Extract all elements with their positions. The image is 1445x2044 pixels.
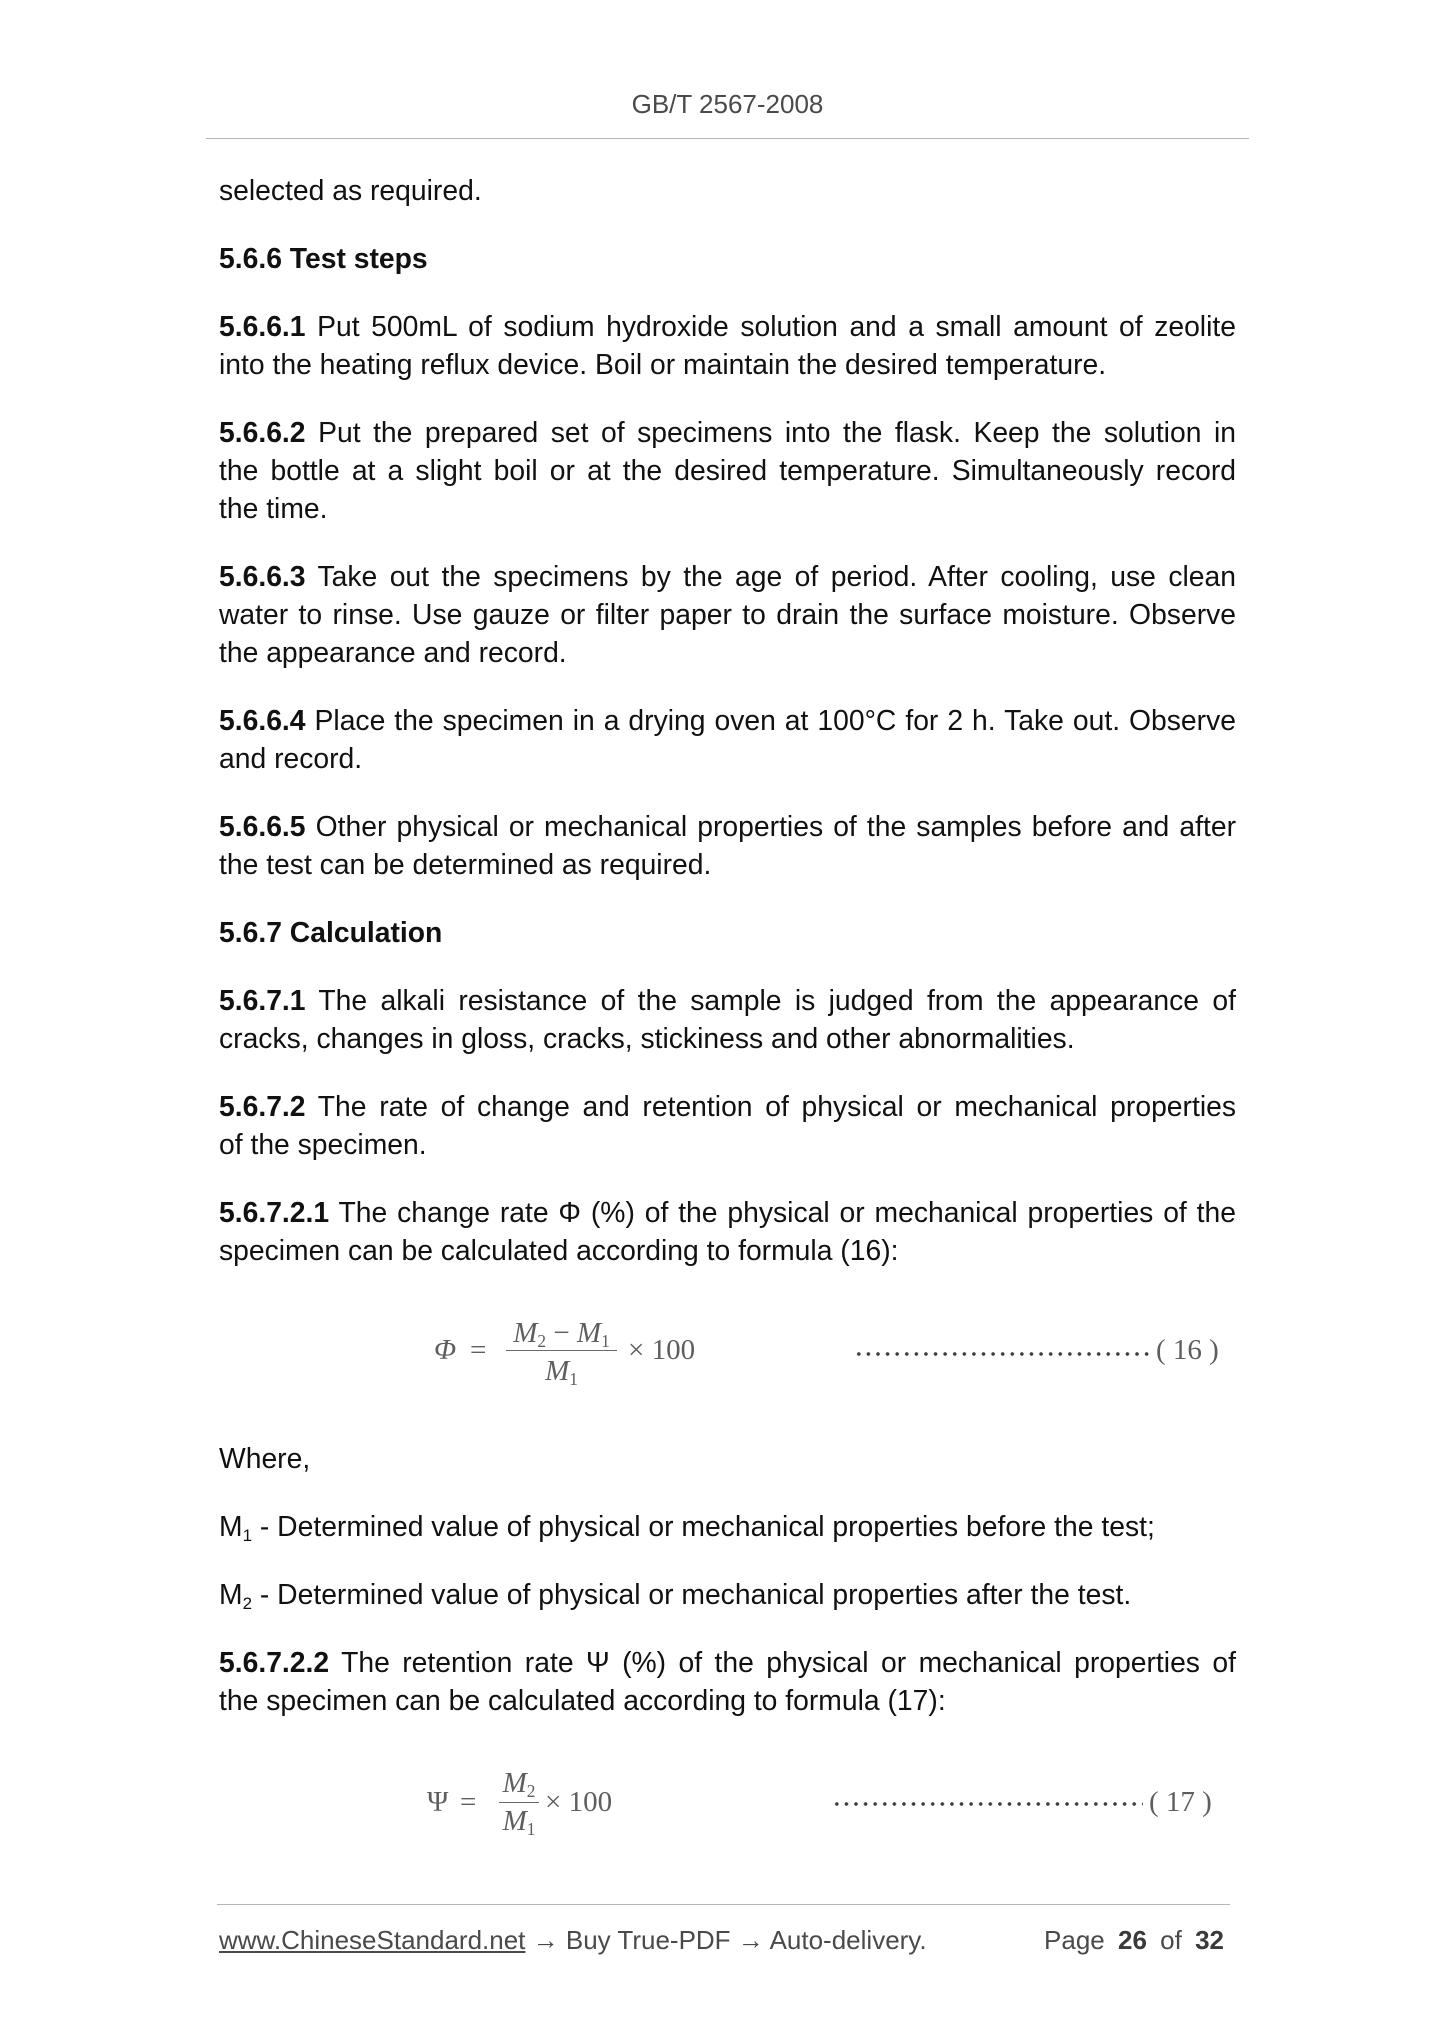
variable: M [219, 1510, 243, 1542]
line-text: Put the prepared set of specimens into the flask. Keep the solution in [318, 416, 1236, 448]
clause-number: 5.6.7.2.2 [219, 1646, 330, 1678]
formula-17 [219, 1744, 1236, 1860]
clause-5-6-6-5 [219, 807, 1236, 883]
clause-5-6-6-4 [219, 701, 1236, 777]
fraction [499, 1744, 539, 1860]
multiplier: × 100 [628, 1334, 696, 1366]
variable: M [545, 1355, 570, 1387]
m1-definition [219, 1507, 1236, 1545]
subscript: 1 [601, 1331, 610, 1352]
clause-number: 5.6.6.4 [219, 704, 306, 736]
clause-number: 5.6.6.5 [219, 810, 306, 842]
fraction-bar [506, 1350, 617, 1351]
numerator [499, 1766, 539, 1800]
paragraph-line: the appearance and record. [219, 636, 567, 668]
line-text: The rate of change and retention of physical or mechanical properties [317, 1090, 1236, 1122]
total-page-count: 32 [1195, 1925, 1224, 1955]
formula-number: ( 17 ) [1149, 1786, 1212, 1818]
standard-id-header: GB/T 2567-2008 [631, 89, 824, 119]
clause-5-6-7-2 [219, 1087, 1236, 1163]
clause-5-6-7-1 [219, 981, 1236, 1057]
paragraph-line [219, 981, 1236, 1019]
paragraph-line: the specimen can be calculated according to formula (17): [219, 1684, 946, 1716]
site-link[interactable]: www.ChineseStandard.net [219, 1925, 526, 1955]
clause-5-6-6-3 [219, 557, 1236, 671]
footer-tagline: → Buy True-PDF → Auto-delivery. [525, 1925, 927, 1955]
paragraph-line: cracks, changes in gloss, cracks, stickiness and other abnormalities. [219, 1022, 1075, 1054]
paragraph-line [219, 701, 1236, 739]
clause-5-6-7-2-2 [219, 1643, 1236, 1719]
clause-5-6-6-1 [219, 307, 1236, 383]
line-text: Place the specimen in a drying oven at 100°C for 2 h. Take out. Observe [314, 704, 1236, 736]
phi-symbol: Φ [434, 1334, 457, 1366]
paragraph-line [219, 1087, 1236, 1125]
line-text: The retention rate Ψ (%) of the physical or mechanical properties of [341, 1646, 1236, 1678]
page-label: Page [1044, 1925, 1105, 1955]
clause-number: 5.6.7.1 [219, 984, 306, 1016]
equals-sign: = [460, 1786, 477, 1818]
section-heading-calculation [219, 913, 1236, 951]
paragraph-line: of the specimen. [219, 1128, 427, 1160]
paragraph-line [219, 1193, 1236, 1231]
clause-number: 5.6.6.2 [219, 416, 306, 448]
paragraph-line: and record. [219, 742, 363, 774]
psi-symbol: Ψ [427, 1786, 449, 1818]
dot-leader [854, 1351, 1151, 1357]
line-text: The change rate Φ (%) of the physical or mechanical properties of the [338, 1196, 1236, 1228]
numerator [506, 1316, 617, 1350]
line-text: Put 500mL of sodium hydroxide solution and a small amount of zeolite [317, 310, 1236, 342]
line-text: Other physical or mechanical properties of the samples before and after [315, 810, 1236, 842]
paragraph-line: the bottle at a slight boil or at the desired temperature. Simultaneously record [219, 454, 1236, 486]
m2-definition [219, 1575, 1236, 1613]
denominator [506, 1354, 617, 1388]
where-label [219, 1439, 1236, 1477]
paragraph-line [219, 413, 1236, 451]
variable: M [502, 1767, 527, 1799]
variable: M [502, 1805, 527, 1837]
heading-text: 5.6.6 Test steps [219, 242, 428, 274]
paragraph-line: water to rinse. Use gauze or filter paper to drain the surface moisture. Observe [219, 598, 1236, 630]
clause-5-6-7-2-1 [219, 1193, 1236, 1269]
paragraph-line [219, 1575, 1236, 1613]
denominator [499, 1804, 539, 1838]
definition-text: - Determined value of physical or mechanical properties before the test; [252, 1510, 1155, 1542]
subscript: 1 [526, 1819, 536, 1840]
paragraph-line [219, 1507, 1236, 1545]
paragraph-line [219, 1643, 1236, 1681]
paragraph-line: selected as required. [219, 174, 482, 206]
clause-number: 5.6.6.1 [219, 310, 306, 342]
heading-text: 5.6.7 Calculation [219, 916, 443, 948]
definition-text: - Determined value of physical or mechanical properties after the test. [252, 1578, 1132, 1610]
clause-5-6-6-2 [219, 413, 1236, 527]
paragraph-line [219, 557, 1236, 595]
section-heading-test-steps [219, 239, 1236, 277]
document-body [219, 171, 1236, 1860]
continuation-paragraph [219, 171, 1236, 209]
subscript: 2 [537, 1331, 547, 1352]
variable: M [513, 1317, 538, 1349]
page-indicator [1044, 1922, 1224, 1958]
subscript: 1 [242, 1525, 253, 1545]
current-page-number: 26 [1118, 1925, 1147, 1955]
subscript: 1 [569, 1369, 578, 1390]
clause-number: 5.6.6.3 [219, 560, 306, 592]
dot-leader [832, 1801, 1143, 1807]
fraction [506, 1294, 617, 1406]
paragraph-line: the test can be determined as required. [219, 848, 712, 880]
variable: M [576, 1317, 602, 1349]
paragraph-line [219, 807, 1236, 845]
minus-operator: − [553, 1317, 570, 1349]
paragraph-line: specimen can be calculated according to formula (16): [219, 1234, 899, 1266]
header-divider [206, 138, 1249, 139]
clause-number: 5.6.7.2 [219, 1090, 306, 1122]
fraction-bar [499, 1802, 539, 1803]
subscript: 2 [526, 1781, 536, 1802]
page-of-label: of [1160, 1925, 1182, 1955]
paragraph-line: the time. [219, 492, 328, 524]
line-text: The alkali resistance of the sample is judged from the appearance of [318, 984, 1236, 1016]
paragraph-line: into the heating reflux device. Boil or maintain the desired temperature. [219, 348, 1107, 380]
variable: M [219, 1578, 243, 1610]
multiplier: × 100 [545, 1786, 613, 1818]
formula-number: ( 16 ) [1156, 1334, 1219, 1366]
subscript: 2 [242, 1593, 253, 1613]
paragraph-line: Where, [219, 1442, 311, 1474]
equals-sign: = [470, 1334, 487, 1366]
page-footer [219, 1922, 1224, 1958]
formula-16 [219, 1294, 1236, 1406]
line-text: Take out the specimens by the age of period. After cooling, use clean [317, 560, 1237, 592]
paragraph-line [219, 307, 1236, 345]
footer-divider [217, 1904, 1230, 1905]
clause-number: 5.6.7.2.1 [219, 1196, 330, 1228]
